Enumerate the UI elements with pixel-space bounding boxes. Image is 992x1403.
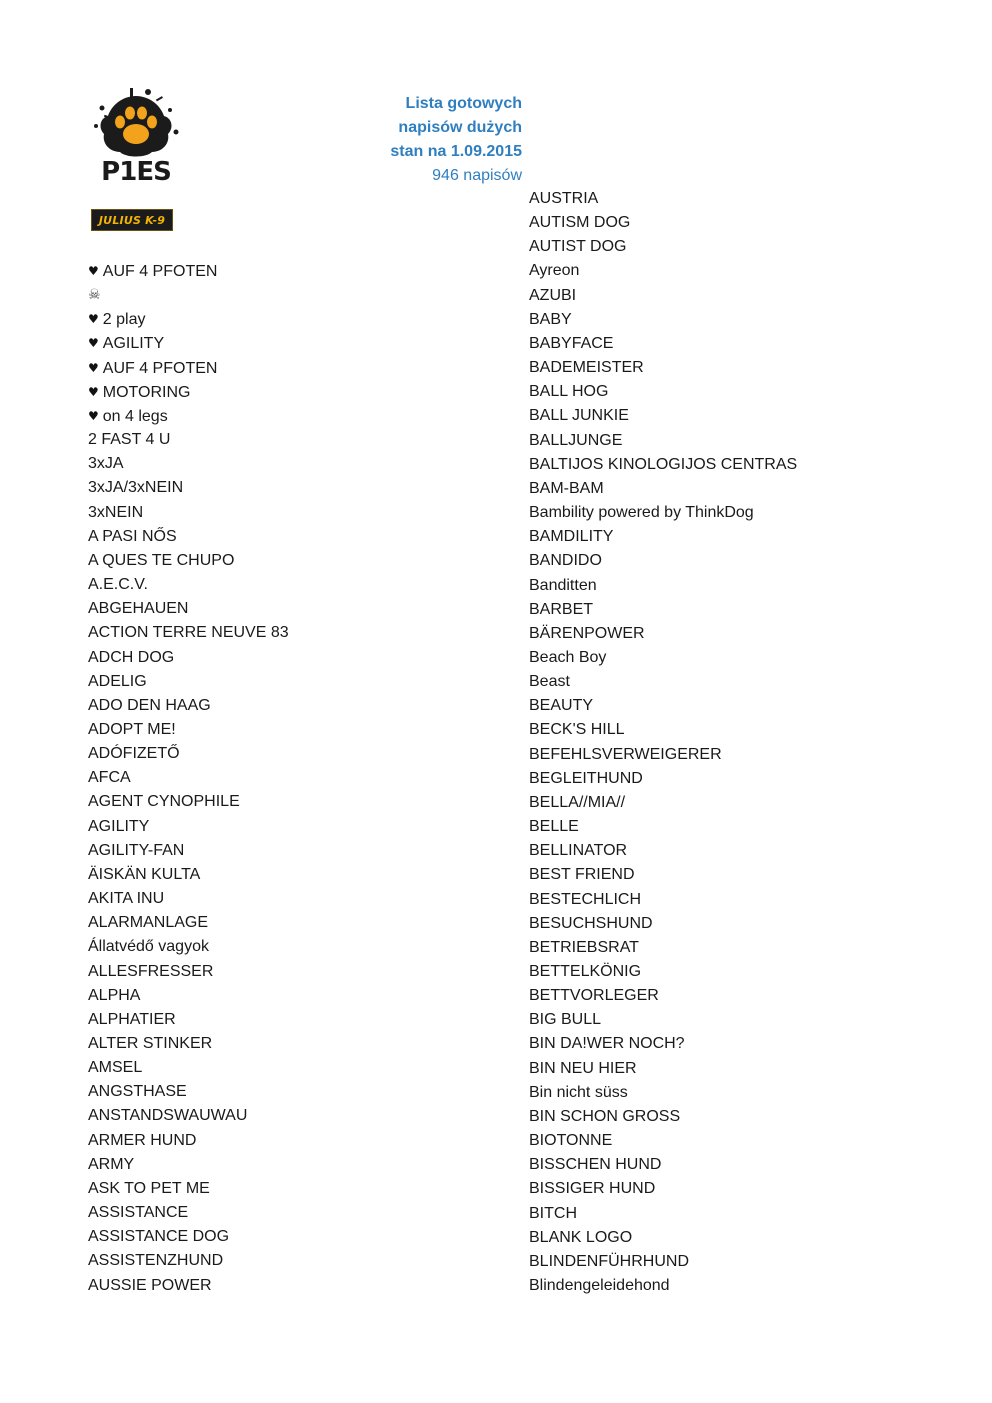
left-column-list [88, 259, 289, 1298]
list-item-label: ACTION TERRE NEUVE 83 [88, 624, 289, 642]
heart-icon: ♥ [88, 384, 99, 399]
list-item-label: ADELIG [88, 672, 147, 690]
list-item: AUSTRIA [529, 190, 599, 207]
list-item-label: 3xJA [88, 455, 124, 473]
list-item-label: ASSISTANCE DOG [88, 1228, 230, 1246]
list-item-label: ALTER STINKER [88, 1035, 213, 1052]
list-item [88, 1177, 289, 1201]
heart-icon: ♥ [88, 360, 99, 375]
header-title-line-1: Lista gotowych [405, 95, 522, 112]
list-item: Bin nicht süss [529, 1083, 628, 1101]
list-item: BABYFACE [529, 334, 614, 352]
list-item [88, 404, 289, 428]
list-item [88, 380, 289, 404]
list-item-label: ANGSTHASE [88, 1083, 187, 1101]
list-item [88, 935, 289, 959]
list-item-label: AKITA INU [88, 890, 165, 908]
list-item-label: 3xJA/3xNEIN [88, 479, 184, 497]
list-item: BANDIDO [529, 552, 602, 570]
list-item [88, 452, 289, 476]
list-item [88, 1274, 289, 1298]
list-item [88, 1032, 289, 1056]
paw-splash-icon [90, 88, 182, 184]
list-item [88, 1129, 289, 1153]
list-item [88, 863, 289, 887]
list-item-label: AFCA [88, 769, 131, 787]
list-item-label: ADÓFIZETŐ [88, 745, 180, 763]
list-item: BELLE [529, 818, 579, 836]
list-item [88, 646, 289, 670]
list-item [88, 621, 289, 645]
list-item [88, 694, 289, 718]
list-item [88, 742, 289, 766]
list-item: Blindengeleidehond [529, 1277, 670, 1295]
heart-icon: ♥ [88, 312, 99, 327]
list-item: BECK'S HILL [529, 721, 625, 739]
list-item [88, 887, 289, 911]
list-item: BIN DA!WER NOCH? [529, 1035, 685, 1053]
header-date-line: stan na 1.09.2015 [390, 143, 522, 160]
skull-icon: ☠ [88, 287, 101, 304]
list-item [88, 1104, 289, 1128]
list-item: BIN SCHON GROSS [529, 1107, 681, 1125]
heart-icon: ♥ [88, 408, 99, 423]
list-item: BALLJUNGE [529, 431, 623, 449]
list-item-label: MOTORING [102, 383, 191, 401]
list-item [88, 549, 289, 573]
list-item-label: 2 play [102, 311, 146, 329]
list-item-label: ADCH DOG [88, 648, 175, 666]
list-item-label: 2 FAST 4 U [88, 431, 171, 449]
list-item: BALTIJOS KINOLOGIJOS CENTRAS [529, 455, 798, 473]
list-item: Ayreon [529, 262, 580, 280]
list-item-label: AGILITY-FAN [88, 841, 185, 859]
list-item-label: A PASI NŐS [88, 527, 177, 545]
list-item [88, 1153, 289, 1177]
list-item: BAM-BAM [529, 479, 604, 497]
list-item [88, 597, 289, 621]
list-item-label: AMSEL [88, 1059, 143, 1077]
list-item: BEGLEITHUND [529, 769, 643, 787]
list-item [88, 573, 289, 597]
list-item-label: ALLESFRESSER [88, 962, 214, 980]
list-item: BESTECHLICH [529, 890, 642, 908]
list-item: BARBET [529, 600, 594, 618]
list-item: BISSIGER HUND [529, 1180, 656, 1198]
list-item-label: ABGEHAUEN [88, 600, 189, 618]
header-title-line-2: napisów dużych [398, 119, 522, 136]
heart-icon: ♥ [88, 264, 99, 278]
document-header [390, 92, 522, 188]
list-item: BIN NEU HIER [529, 1059, 637, 1077]
list-item-label: AUF 4 PFOTEN [102, 359, 218, 377]
list-item: BALL JUNKIE [529, 407, 629, 425]
list-item-label: on 4 legs [102, 407, 168, 425]
list-item-label: ASK TO PET ME [88, 1179, 210, 1197]
list-item-label: ALPHA [88, 986, 141, 1004]
list-item: BISSCHEN HUND [529, 1156, 662, 1174]
list-item: AUTIST DOG [529, 238, 627, 256]
list-item-label: ÄISKÄN KULTA [88, 865, 201, 883]
julius-k9-badge [91, 209, 173, 231]
logo-text: P1ES [101, 157, 171, 184]
list-item [88, 718, 289, 742]
list-item: BEAUTY [529, 697, 594, 715]
list-item: BESUCHSHUND [529, 914, 653, 932]
list-item-label: ADO DEN HAAG [88, 696, 211, 714]
list-item: Beast [529, 673, 570, 691]
list-item: BLINDENFÜHRHUND [529, 1252, 690, 1270]
list-item-label: ARMER HUND [88, 1131, 197, 1149]
list-item-label: AGILITY [88, 817, 150, 835]
list-item: BLANK LOGO [529, 1228, 633, 1246]
list-item: BETRIEBSRAT [529, 938, 639, 956]
list-item [88, 259, 289, 283]
list-item-label: AGENT CYNOPHILE [88, 793, 240, 811]
list-item-label: ASSISTENZHUND [88, 1252, 224, 1270]
list-item [88, 960, 289, 984]
list-item [88, 790, 289, 814]
list-item [88, 501, 289, 525]
list-item [88, 1225, 289, 1249]
list-item [88, 984, 289, 1008]
list-item: BEFEHLSVERWEIGERER [529, 745, 722, 763]
list-item: BETTELKÖNIG [529, 963, 642, 980]
list-item-label: ANSTANDSWAUWAU [88, 1107, 248, 1125]
list-item: AUTISM DOG [529, 214, 631, 232]
heart-icon: ♥ [88, 336, 99, 351]
list-item-label: A QUES TE CHUPO [88, 551, 235, 569]
list-item: BELLINATOR [529, 842, 628, 860]
list-item [88, 1201, 289, 1225]
list-item [88, 525, 289, 549]
list-item: Banditten [529, 576, 597, 594]
list-item [88, 670, 289, 694]
list-item [88, 283, 289, 307]
list-item [88, 911, 289, 935]
brand-badge-text: JULIUS K-9 [98, 213, 166, 227]
list-item: Bambility powered by ThinkDog [529, 504, 754, 522]
header-count: 946 napisów [432, 167, 522, 184]
list-item: BETTVORLEGER [529, 987, 659, 1005]
list-item: BAMDILITY [529, 528, 614, 546]
list-item [88, 839, 289, 863]
list-item-label: ARMY [88, 1155, 135, 1173]
list-item [88, 331, 289, 355]
p1es-logo [90, 88, 182, 184]
list-item-label: AUF 4 PFOTEN [102, 263, 218, 280]
list-item-label: Állatvédő vagyok [88, 938, 209, 956]
list-item [88, 1056, 289, 1080]
list-item: BABY [529, 310, 572, 328]
list-item [88, 1008, 289, 1032]
list-item [88, 1080, 289, 1104]
list-item-label: ASSISTANCE [88, 1204, 189, 1222]
list-item [88, 356, 289, 380]
list-item: AZUBI [529, 286, 577, 304]
list-item [88, 1249, 289, 1273]
list-item-label: ALARMANLAGE [88, 914, 209, 932]
list-item-label: A.E.C.V. [88, 576, 148, 594]
list-item: Beach Boy [529, 648, 607, 666]
list-item: BIOTONNE [529, 1132, 613, 1150]
list-item [88, 307, 289, 331]
list-item-label: AGILITY [102, 335, 165, 353]
list-item [88, 476, 289, 500]
list-item: BADEMEISTER [529, 359, 644, 377]
list-item: BALL HOG [529, 383, 609, 401]
list-item: BELLA//MIA// [529, 793, 626, 811]
list-item [88, 428, 289, 452]
list-item-label: ADOPT ME! [88, 720, 176, 738]
list-item-label: AUSSIE POWER [88, 1276, 212, 1294]
right-column-list [529, 187, 797, 1298]
list-item: BIG BULL [529, 1011, 602, 1029]
list-item [88, 815, 289, 839]
list-item: BÄRENPOWER [529, 624, 645, 642]
list-item [88, 766, 289, 790]
list-item-label: 3xNEIN [88, 503, 144, 521]
list-item-label: ALPHATIER [88, 1010, 176, 1028]
list-item: BITCH [529, 1204, 577, 1222]
list-item: BEST FRIEND [529, 866, 635, 884]
